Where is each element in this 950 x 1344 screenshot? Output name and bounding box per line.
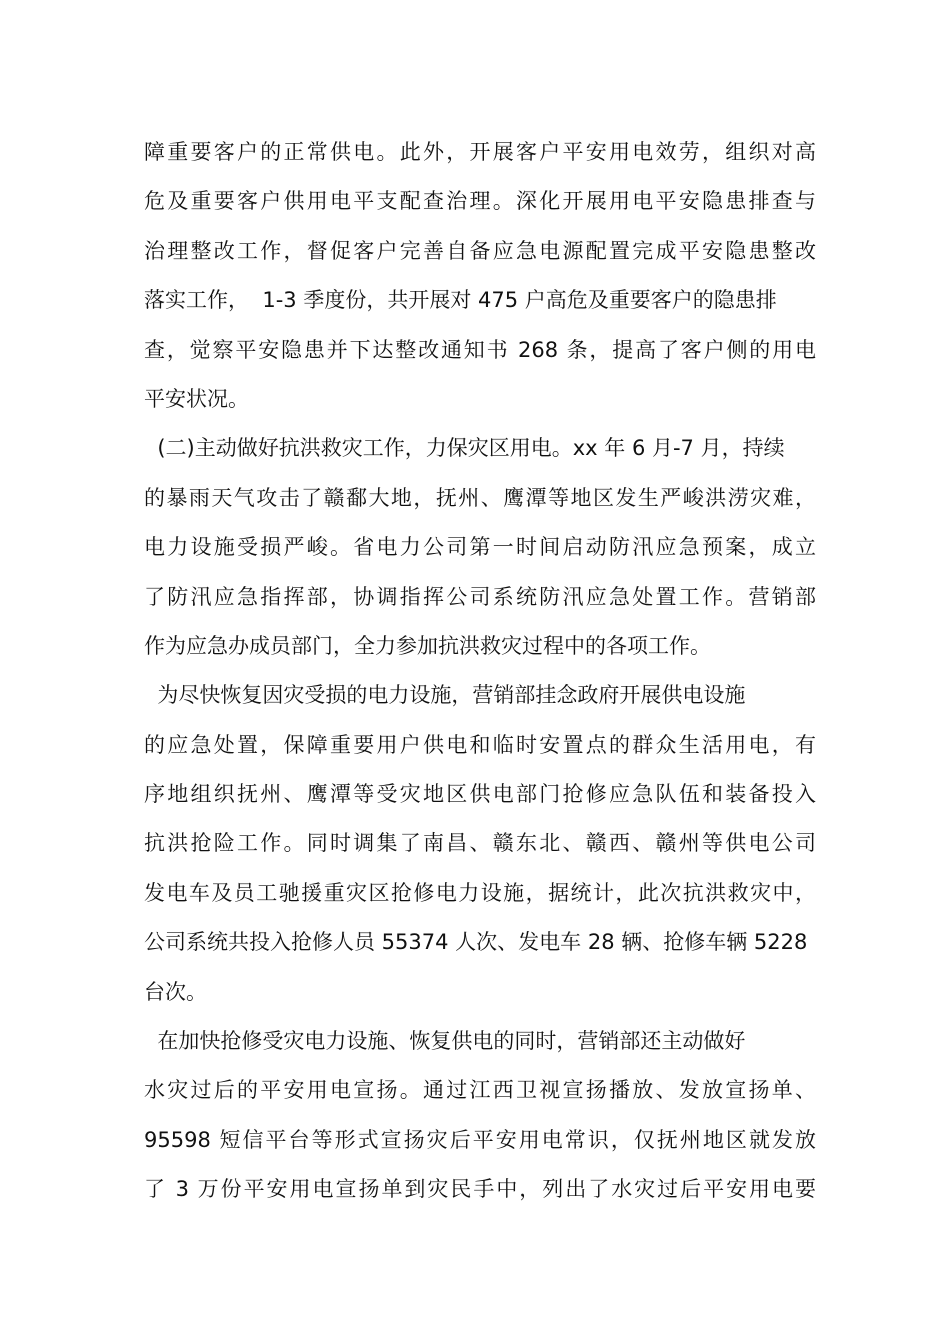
text-line: 在加快抢修受灾电力设施、恢复供电的同时，营销部还主动做好 bbox=[144, 1029, 746, 1054]
body-text bbox=[144, 128, 816, 1215]
text-line: 危及重要客户供用电平支配查治理。深化开展用电平安隐患排查与 bbox=[144, 189, 816, 214]
text-line: 电力设施受损严峻。省电力公司第一时间启动防汛应急预案，成立 bbox=[144, 535, 816, 560]
text-line: 查，觉察平安隐患并下达整改通知书 268 条，提高了客户侧的用电 bbox=[144, 337, 816, 362]
text-line: (二)主动做好抗洪救灾工作，力保灾区用电。xx 年 6 月-7 月，持续 bbox=[144, 436, 785, 461]
text-line: 序地组织抚州、鹰潭等受灾地区供电部门抢修应急队伍和装备投入 bbox=[144, 782, 816, 807]
text-line: 落实工作， 1-3 季度份，共开展对 475 户高危及重要客户的隐患排 bbox=[144, 288, 777, 313]
text-line: 抗洪抢险工作。同时调集了南昌、赣东北、赣西、赣州等供电公司 bbox=[144, 831, 816, 856]
paragraph-2 bbox=[144, 424, 816, 671]
text-line: 作为应急办成员部门，全力参加抗洪救灾过程中的各项工作。 bbox=[144, 633, 711, 658]
text-line: 台次。 bbox=[144, 979, 207, 1004]
paragraph-1 bbox=[144, 128, 816, 424]
text-line: 为尽快恢复因灾受损的电力设施，营销部挂念政府开展供电设施 bbox=[144, 683, 746, 708]
text-line: 了防汛应急指挥部，协调指挥公司系统防汛应急处置工作。营销部 bbox=[144, 584, 816, 609]
text-line: 的应急处置，保障重要用户供电和临时安置点的群众生活用电，有 bbox=[144, 732, 816, 757]
paragraph-3 bbox=[144, 671, 816, 1017]
text-line: 水灾过后的平安用电宣扬。通过江西卫视宣扬播放、发放宣扬单、 bbox=[144, 1078, 816, 1103]
text-line: 了 3 万份平安用电宣扬单到灾民手中，列出了水灾过后平安用电要 bbox=[144, 1177, 816, 1202]
text-line: 平安状况。 bbox=[144, 386, 249, 411]
text-line: 发电车及员工驰援重灾区抢修电力设施，据统计，此次抗洪救灾中， bbox=[144, 880, 816, 905]
text-line: 治理整改工作，督促客户完善自备应急电源配置完成平安隐患整改 bbox=[144, 238, 816, 263]
paragraph-4 bbox=[144, 1017, 816, 1215]
text-line: 95598 短信平台等形式宣扬灾后平安用电常识，仅抚州地区就发放 bbox=[144, 1127, 816, 1152]
text-line: 障重要客户的正常供电。此外，开展客户平安用电效劳，组织对高 bbox=[144, 140, 816, 164]
text-line: 的暴雨天气攻击了赣鄱大地，抚州、鹰潭等地区发生严峻洪涝灾难， bbox=[144, 485, 816, 510]
text-line: 公司系统共投入抢修人员 55374 人次、发电车 28 辆、抢修车辆 5228 bbox=[144, 930, 808, 955]
